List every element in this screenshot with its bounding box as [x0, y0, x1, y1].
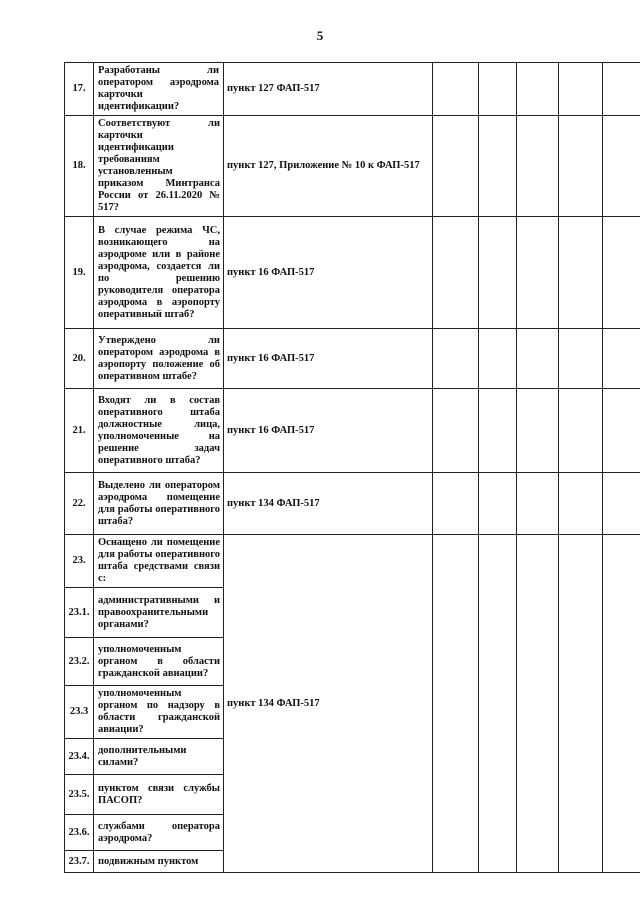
- question-text: Соответствуют ли карточки идентификации требованиям установленным приказом Минтранса России от 26.11.2020 № 517?: [98, 118, 220, 213]
- comment-cell[interactable]: [603, 217, 640, 329]
- row-number: 23.: [65, 535, 94, 588]
- row-number: 23.3: [65, 686, 94, 739]
- question-text: Выделено ли оператором аэродрома помещение для работы оперативного штаба?: [98, 479, 220, 527]
- row-number: 23.2.: [65, 638, 94, 686]
- question-cell: [94, 638, 224, 686]
- answer-na-cell[interactable]: [517, 329, 559, 389]
- note-cell[interactable]: [559, 389, 603, 473]
- row-number: 23.7.: [65, 851, 94, 873]
- answer-na-cell[interactable]: [517, 535, 559, 873]
- table-row: [65, 63, 640, 116]
- question-text: административными и правоохранительными органами?: [98, 594, 220, 630]
- comment-cell[interactable]: [603, 389, 640, 473]
- note-cell[interactable]: [559, 473, 603, 535]
- table-row: [65, 217, 640, 329]
- note-cell[interactable]: [559, 116, 603, 217]
- reference-cell: пункт 134 ФАП-517: [224, 473, 433, 535]
- answer-na-cell[interactable]: [517, 217, 559, 329]
- question-text: службами оператора аэродрома?: [98, 820, 220, 844]
- question-text: Оснащено ли помещение для работы оперативного штаба средствами связи с:: [98, 537, 220, 584]
- row-number: 20.: [65, 329, 94, 389]
- answer-yes-cell[interactable]: [433, 116, 479, 217]
- table-row: [65, 473, 640, 535]
- question-cell: [94, 686, 224, 739]
- table-row: [65, 116, 640, 217]
- page-number: 5: [316, 28, 324, 43]
- answer-yes-cell[interactable]: [433, 535, 479, 873]
- question-text: В случае режима ЧС, возникающего на аэродроме или в районе аэродрома, создается ли по решению руководителя оператора аэродрома в аэропорту оперативный штаб?: [98, 224, 220, 320]
- note-cell[interactable]: [559, 535, 603, 873]
- question-cell: [94, 815, 224, 851]
- answer-yes-cell[interactable]: [433, 473, 479, 535]
- answer-no-cell[interactable]: [479, 535, 517, 873]
- note-cell[interactable]: [559, 329, 603, 389]
- question-cell: [94, 473, 224, 535]
- row-number: 21.: [65, 389, 94, 473]
- answer-no-cell[interactable]: [479, 389, 517, 473]
- question-cell: [94, 116, 224, 217]
- question-cell: [94, 739, 224, 775]
- question-cell: [94, 329, 224, 389]
- comment-cell[interactable]: [603, 473, 640, 535]
- table-row: [65, 389, 640, 473]
- question-text: Утверждено ли оператором аэродрома в аэропорту положение об оперативном штабе?: [98, 334, 220, 382]
- row-number: 19.: [65, 217, 94, 329]
- comment-cell[interactable]: [603, 535, 640, 873]
- question-cell: [94, 389, 224, 473]
- question-text: подвижным пунктом: [98, 855, 199, 867]
- question-cell: [94, 775, 224, 815]
- answer-na-cell[interactable]: [517, 116, 559, 217]
- question-text: дополнительными силами?: [98, 744, 187, 768]
- answer-no-cell[interactable]: [479, 116, 517, 217]
- reference-cell: пункт 127 ФАП-517: [224, 63, 433, 116]
- reference-cell: пункт 16 ФАП-517: [224, 217, 433, 329]
- row-number: 23.5.: [65, 775, 94, 815]
- question-cell: [94, 588, 224, 638]
- table-row: [65, 329, 640, 389]
- question-text: Разработаны ли оператором аэродрома карточки идентификации?: [98, 65, 219, 112]
- answer-na-cell[interactable]: [517, 473, 559, 535]
- question-text: пунктом связи службы ПАСОП?: [98, 782, 220, 806]
- row-number: 23.4.: [65, 739, 94, 775]
- row-number: 18.: [65, 116, 94, 217]
- reference-cell: пункт 134 ФАП-517: [224, 535, 433, 873]
- row-number: 17.: [65, 63, 94, 116]
- answer-na-cell[interactable]: [517, 63, 559, 116]
- answer-no-cell[interactable]: [479, 217, 517, 329]
- note-cell[interactable]: [559, 63, 603, 116]
- question-text: уполномоченным органом по надзору в области гражданской авиации?: [98, 688, 220, 735]
- question-cell: [94, 63, 224, 116]
- row-number: 23.6.: [65, 815, 94, 851]
- answer-no-cell[interactable]: [479, 63, 517, 116]
- question-text: уполномоченным органом в области гражданской авиации?: [98, 643, 220, 679]
- note-cell[interactable]: [559, 217, 603, 329]
- checklist-body: [65, 63, 640, 873]
- answer-yes-cell[interactable]: [433, 63, 479, 116]
- reference-cell: пункт 16 ФАП-517: [224, 389, 433, 473]
- row-number: 23.1.: [65, 588, 94, 638]
- answer-yes-cell[interactable]: [433, 389, 479, 473]
- row-number: 22.: [65, 473, 94, 535]
- question-cell: [94, 217, 224, 329]
- table-row: [65, 535, 640, 588]
- comment-cell[interactable]: [603, 329, 640, 389]
- answer-no-cell[interactable]: [479, 473, 517, 535]
- checklist-table: [64, 62, 640, 873]
- answer-yes-cell[interactable]: [433, 329, 479, 389]
- answer-na-cell[interactable]: [517, 389, 559, 473]
- reference-cell: пункт 127, Приложение № 10 к ФАП-517: [224, 116, 433, 217]
- question-text: Входят ли в состав оперативного штаба должностные лица, уполномоченные на решение задач оперативного штаба?: [98, 394, 220, 466]
- question-cell: [94, 535, 224, 588]
- comment-cell[interactable]: [603, 63, 640, 116]
- question-cell: [94, 851, 224, 873]
- answer-yes-cell[interactable]: [433, 217, 479, 329]
- answer-no-cell[interactable]: [479, 329, 517, 389]
- reference-cell: пункт 16 ФАП-517: [224, 329, 433, 389]
- comment-cell[interactable]: [603, 116, 640, 217]
